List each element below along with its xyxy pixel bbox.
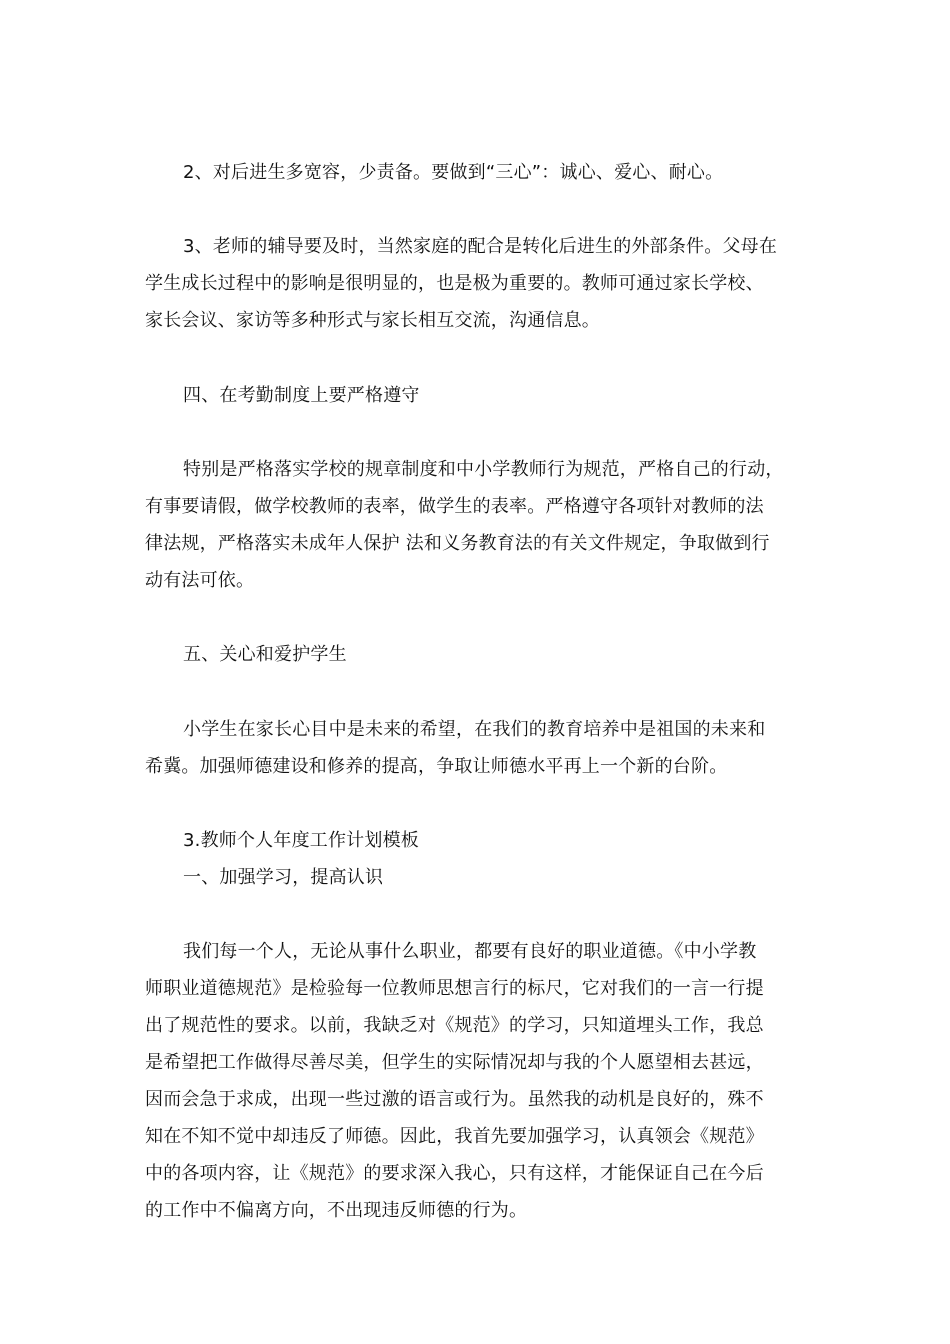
paragraph-line: 的工作中不偏离方向，不出现违反师德的行为。 <box>145 1200 528 1221</box>
paragraph-line: 律法规，严格落实未成年人保护 法和义务教育法的有关文件规定，争取做到行 <box>145 533 770 554</box>
paragraph-line: 因而会急于求成，出现一些过激的语言或行为。虽然我的动机是良好的，殊不 <box>145 1089 764 1110</box>
paragraph-line: 我们每一个人，无论从事什么职业，都要有良好的职业道德。《中小学教 <box>183 941 757 962</box>
section-heading: 五、关心和爱护学生 <box>183 644 347 665</box>
paragraph-line: 动有法可依。 <box>145 570 255 591</box>
paragraph-line: 3、老师的辅导要及时，当然家庭的配合是转化后进生的外部条件。父母在 <box>183 236 778 257</box>
paragraph-line: 中的各项内容，让《规范》的要求深入我心，只有这样，才能保证自己在今后 <box>145 1163 764 1184</box>
section-heading: 一、加强学习，提高认识 <box>183 867 384 888</box>
paragraph-line: 有事要请假，做学校教师的表率，做学生的表率。严格遵守各项针对教师的法 <box>145 496 764 517</box>
paragraph-line: 学生成长过程中的影响是很明显的，也是极为重要的。教师可通过家长学校、 <box>145 273 764 294</box>
section-heading: 四、在考勤制度上要严格遵守 <box>183 385 420 406</box>
paragraph-line: 师职业道德规范》是检验每一位教师思想言行的标尺，它对我们的一言一行提 <box>145 978 764 999</box>
paragraph-line: 知在不知不觉中却违反了师德。因此，我首先要加强学习，认真领会《规范》 <box>145 1126 764 1147</box>
paragraph-line: 小学生在家长心目中是未来的希望，在我们的教育培养中是祖国的未来和 <box>183 719 766 740</box>
paragraph-line: 2、对后进生多宽容，少责备。要做到“三心”：诚心、爱心、耐心。 <box>183 162 724 183</box>
paragraph-line: 是希望把工作做得尽善尽美，但学生的实际情况却与我的个人愿望相去甚远， <box>145 1052 764 1073</box>
paragraph-line: 希冀。加强师德建设和修养的提高，争取让师德水平再上一个新的台阶。 <box>145 756 728 777</box>
paragraph-line: 出了规范性的要求。以前，我缺乏对《规范》的学习，只知道埋头工作，我总 <box>145 1015 764 1036</box>
paragraph-line: 家长会议、家访等多种形式与家长相互交流，沟通信息。 <box>145 310 600 331</box>
paragraph-line: 特别是严格落实学校的规章制度和中小学教师行为规范，严格自己的行动， <box>183 459 784 480</box>
document-subtitle: 3.教师个人年度工作计划模板 <box>183 830 419 851</box>
